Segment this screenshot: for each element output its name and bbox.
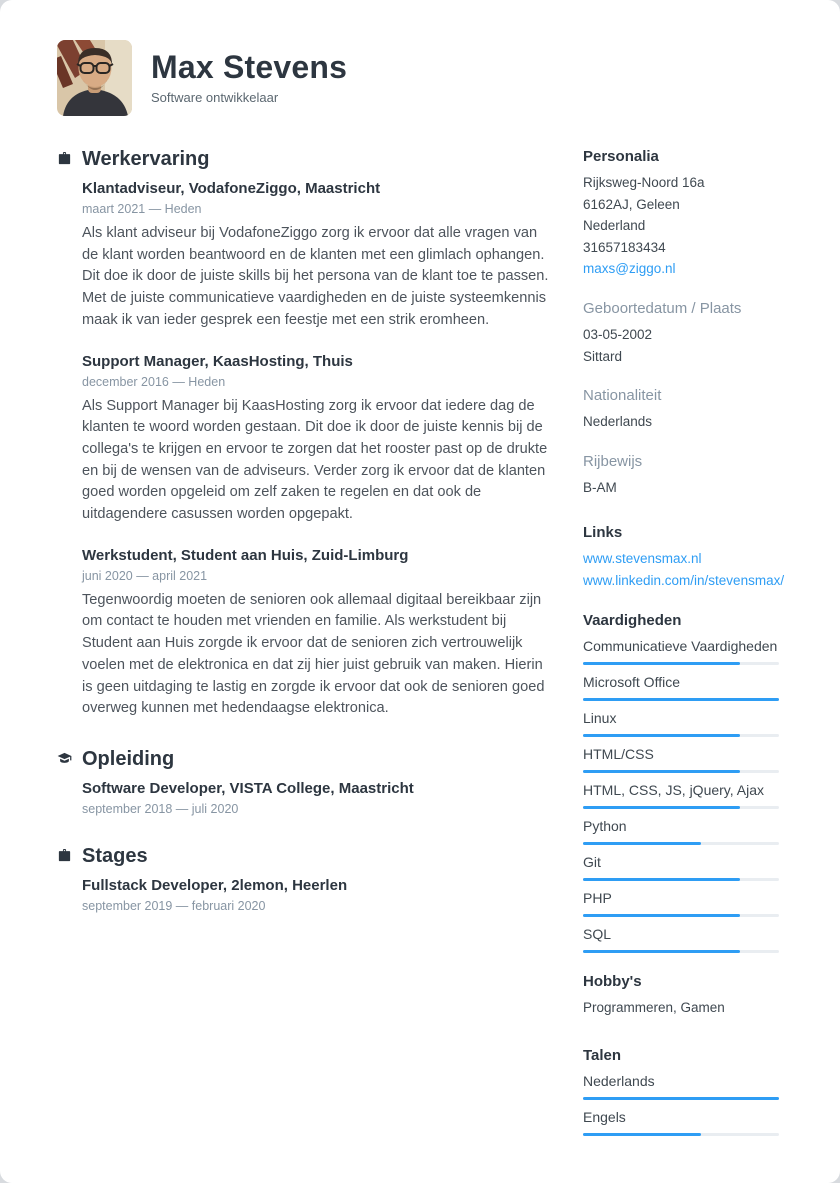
skill-label: Microsoft Office [583, 674, 680, 690]
skill-bar-fill [583, 734, 740, 737]
skill-item [583, 852, 779, 881]
nationality-label: Nationaliteit [583, 387, 662, 404]
skill-item [583, 888, 779, 917]
language-item [583, 1107, 779, 1136]
language-bar-fill [583, 1097, 779, 1100]
birth-date: 03-05-2002 [583, 327, 653, 342]
entry-title: Software Developer, VISTA College, Maastricht [82, 779, 414, 797]
entry-title: Fullstack Developer, 2lemon, Heerlen [82, 876, 348, 894]
header-text [151, 40, 347, 105]
skill-bar-track [583, 914, 779, 917]
section-opleiding [57, 746, 553, 817]
entry-title: Klantadviseur, VodafoneZiggo, Maastricht [82, 180, 381, 197]
entry-period: juni 2020 — april 2021 [82, 568, 208, 583]
skill-bar-fill [583, 698, 779, 701]
language-label: Nederlands [583, 1072, 655, 1089]
language-bar-fill [583, 1133, 701, 1136]
entry-period: september 2019 — februari 2020 [82, 898, 266, 913]
address-country: Nederland [583, 218, 646, 233]
skill-bar-track [583, 842, 779, 845]
hobbies-group [583, 971, 779, 1019]
profile-photo [57, 40, 132, 116]
skill-label: HTML, CSS, JS, jQuery, Ajax [583, 782, 765, 798]
content-columns [57, 146, 785, 1154]
skill-item [583, 744, 779, 773]
experience-entry [82, 352, 553, 526]
skill-bar-track [583, 806, 779, 809]
person-job-title: Software ontwikkelaar [151, 90, 279, 106]
entry-title: Support Manager, KaasHosting, Thuis [82, 352, 353, 370]
license-value: B-AM [583, 479, 617, 495]
personalia-group [583, 146, 779, 280]
address-postal-city: 6162AJ, Geleen [583, 196, 680, 212]
sidebar [583, 146, 785, 1154]
languages-heading: Talen [583, 1046, 622, 1064]
briefcase-icon [57, 843, 82, 869]
education-entry [82, 779, 553, 817]
hobbies-value: Programmeren, Gamen [583, 1000, 725, 1015]
entry-description: Als Support Manager bij KaasHosting zorg ik ervoor dat iedere dag de klanten te woord worden gestaan. Dit doe ik door de juiste kennis bij de collega's te krijgen en ervoor te zorgen dat het rooster past op de drukte en bij de wensen van de adviseurs. Verder zorg ik ervoor dat de klanten goed worden opgeleid om zelf zaken te regelen en dat ook de uitdagendere casussen worden opgepakt. [82, 397, 548, 523]
skill-bar-fill [583, 770, 740, 773]
skill-label: Python [583, 818, 627, 834]
nationality-value: Nederlands [583, 414, 653, 429]
skill-label: Git [583, 854, 601, 870]
language-item [583, 1071, 779, 1100]
section-title: Werkervaring [82, 148, 210, 170]
section-werkervaring [57, 146, 553, 720]
links-heading: Links [583, 524, 623, 541]
phone-number: 31657183434 [583, 239, 666, 255]
skill-bar-fill [583, 842, 701, 845]
birth-label: Geboortedatum / Plaats [583, 300, 742, 317]
section-stages [57, 843, 553, 914]
section-title: Stages [82, 844, 148, 867]
entry-description: Als klant adviseur bij VodafoneZiggo zorg ik ervoor dat alle vragen van de klant worden beantwoord en de klanten met een glimlach ophangen. Dit doe ik door de juiste skills bij het persona van de klant toe te passen. Met de juiste communicatieve vaardigheden en de juiste systeemkennis maak ik van ieder gesprek een feestje met een strik eromheen. [82, 225, 549, 328]
skill-bar-track [583, 770, 779, 773]
skill-item [583, 924, 779, 953]
skill-label: Communicatieve Vaardigheden [583, 638, 778, 654]
skill-item [583, 636, 779, 665]
personalia-heading: Personalia [583, 148, 659, 165]
skill-bar-fill [583, 914, 740, 917]
languages-group [583, 1045, 779, 1136]
skill-label: PHP [583, 890, 612, 906]
language-label: Engels [583, 1108, 626, 1125]
entry-title: Werkstudent, Student aan Huis, Zuid-Limburg [82, 546, 409, 564]
entries [82, 772, 553, 817]
section-title: Opleiding [82, 747, 175, 770]
skill-bar-fill [583, 662, 740, 665]
language-bar-track [583, 1133, 779, 1136]
language-bar-track [583, 1097, 779, 1100]
briefcase-icon [57, 146, 82, 172]
license-group [583, 451, 779, 499]
entry-description: Tegenwoordig moeten de senioren ook allemaal digitaal bereikbaar zijn om contact te houden met vrienden en familie. Als werkstudent bij Student aan Huis zorgde ik ervoor dat de senioren zich vertrouwelijk voelen met de elektronica en dat zij hier juist gebruik van maken. Hierin is geen uitdaging te lastig en zorgde ik ervoor dat ook de senioren goed overweg kunnen met hedendaagse elektronica. [82, 591, 545, 717]
skill-label: SQL [583, 926, 612, 942]
links-group [583, 522, 785, 592]
experience-entry [82, 546, 553, 720]
skills-heading: Vaardigheden [583, 612, 682, 629]
main-column [57, 146, 553, 1154]
entries [82, 172, 553, 720]
skill-label: Linux [583, 710, 617, 726]
entry-period: december 2016 — Heden [82, 374, 226, 389]
skill-bar-fill [583, 878, 740, 881]
entry-period: september 2018 — juli 2020 [82, 801, 239, 816]
skill-item [583, 816, 779, 845]
skill-item [583, 672, 779, 701]
skill-label: HTML/CSS [583, 746, 654, 762]
skill-bar-track [583, 662, 779, 665]
hobbies-heading: Hobby's [583, 973, 642, 990]
entries [82, 869, 553, 914]
graduation-cap-icon [57, 746, 82, 772]
website-link[interactable]: www.stevensmax.nl [583, 551, 702, 566]
profile-photo-illustration [57, 40, 132, 116]
person-name: Max Stevens [151, 49, 348, 85]
address-street: Rijksweg-Noord 16a [583, 175, 705, 190]
birth-group [583, 298, 779, 367]
skill-bar-fill [583, 950, 740, 953]
experience-entry [82, 179, 553, 332]
nationality-group [583, 385, 779, 433]
entry-period: maart 2021 — Heden [82, 202, 202, 216]
birth-place: Sittard [583, 348, 623, 364]
skills-group [583, 610, 779, 953]
linkedin-link[interactable]: www.linkedin.com/in/stevensmax/ [583, 573, 785, 588]
skill-bar-fill [583, 806, 740, 809]
skill-bar-track [583, 698, 779, 701]
skill-bar-track [583, 950, 779, 953]
skill-item [583, 708, 779, 737]
email-link[interactable]: maxs@ziggo.nl [583, 261, 676, 276]
skill-bar-track [583, 878, 779, 881]
header [57, 40, 779, 116]
skill-bar-track [583, 734, 779, 737]
skill-item [583, 780, 779, 809]
internship-entry [82, 876, 553, 914]
license-label: Rijbewijs [583, 452, 643, 470]
